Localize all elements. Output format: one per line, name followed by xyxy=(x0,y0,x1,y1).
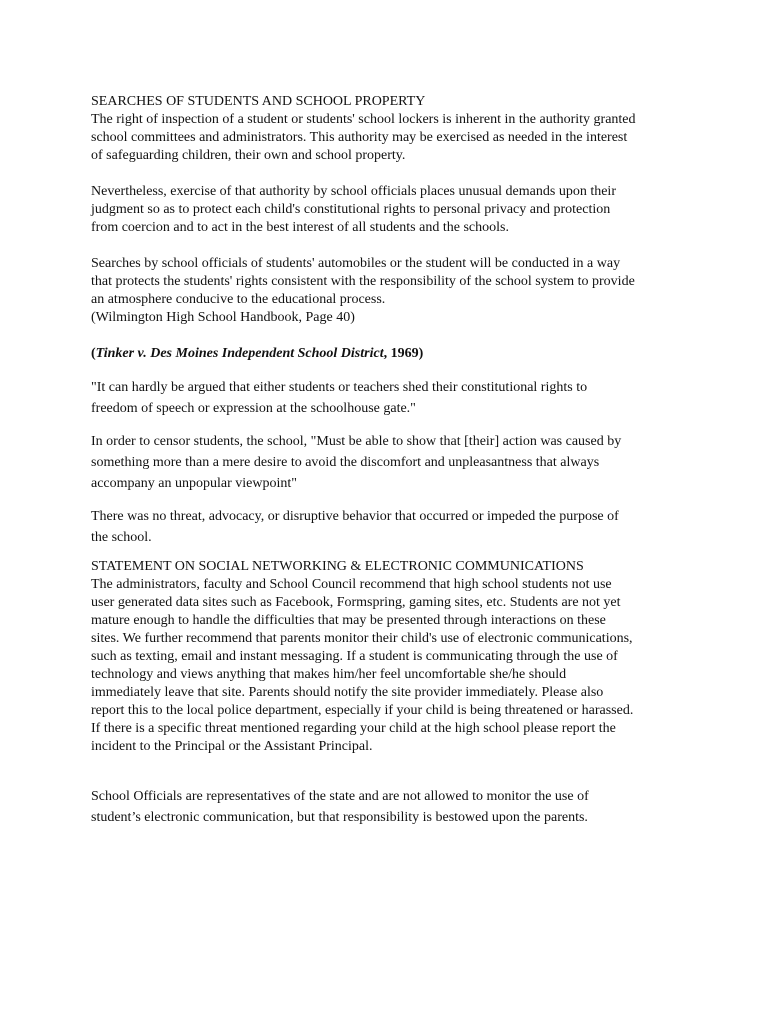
social-line: immediately leave that site. Parents should notify the site provider immediately. Please also xyxy=(91,685,604,700)
officials-line: School Officials are representatives of the state and are not allowed to monitor the use of xyxy=(91,789,589,804)
social-line: user generated data sites such as Facebook, Formspring, gaming sites, etc. Students are not yet xyxy=(91,595,621,610)
tinker-quote xyxy=(91,377,691,419)
document-page xyxy=(91,93,691,828)
social-line: If there is a specific threat mentioned regarding your child at the high school please report the xyxy=(91,721,616,736)
tinker-quote-line: freedom of speech or expression at the schoolhouse gate." xyxy=(91,401,416,416)
searches-p2 xyxy=(91,183,691,237)
social-line: report this to the local police department, especially if your child is being threatened or harassed. xyxy=(91,703,634,718)
censor-line: In order to censor students, the school, "Must be able to show that [their] action was caused by xyxy=(91,434,622,449)
social-line: sites. We further recommend that parents monitor their child's use of electronic communications, xyxy=(91,631,633,646)
social-line: incident to the Principal or the Assistant Principal. xyxy=(91,739,373,754)
social-line: The administrators, faculty and School Council recommend that high school students not use xyxy=(91,577,612,592)
officials-paragraph xyxy=(91,786,691,828)
case-open-paren: ( xyxy=(91,346,96,361)
no-threat-line: There was no threat, advocacy, or disruptive behavior that occurred or impeded the purpose of xyxy=(91,509,619,524)
searches-p1-line: school committees and administrators. This authority may be exercised as needed in the interest xyxy=(91,130,628,145)
searches-section xyxy=(91,93,691,165)
searches-p3-line: that protects the students' rights consistent with the responsibility of the school system to provide xyxy=(91,274,635,289)
searches-p3-line: an atmosphere conducive to the educational process. xyxy=(91,292,386,307)
censor-line: something more than a mere desire to avoid the discomfort and unpleasantness that always xyxy=(91,455,600,470)
handbook-citation: (Wilmington High School Handbook, Page 40) xyxy=(91,310,355,325)
social-line: technology and views anything that makes him/her feel uncomfortable she/he should xyxy=(91,667,567,682)
no-threat-paragraph xyxy=(91,506,691,548)
case-year: , 1969) xyxy=(383,346,424,361)
censor-paragraph xyxy=(91,431,691,494)
searches-p3 xyxy=(91,255,691,327)
social-line: such as texting, email and instant messaging. If a student is communicating through the use of xyxy=(91,649,618,664)
searches-p2-line: from coercion and to act in the best interest of all students and the schools. xyxy=(91,220,509,235)
searches-p2-line: Nevertheless, exercise of that authority by school officials places unusual demands upon their xyxy=(91,184,616,199)
tinker-quote-line: "It can hardly be argued that either students or teachers shed their constitutional rights to xyxy=(91,380,588,395)
social-section xyxy=(91,558,691,756)
searches-p1-line: of safeguarding children, their own and school property. xyxy=(91,148,406,163)
case-name: Tinker v. Des Moines Independent School District xyxy=(95,346,384,361)
searches-p1-line: The right of inspection of a student or students' school lockers is inherent in the authority granted xyxy=(91,112,636,127)
officials-line: student’s electronic communication, but that responsibility is bestowed upon the parents. xyxy=(91,810,588,825)
searches-p2-line: judgment so as to protect each child's constitutional rights to personal privacy and protection xyxy=(91,202,611,217)
case-citation xyxy=(91,345,691,363)
social-line: mature enough to handle the difficulties that may be presented through interactions on these xyxy=(91,613,606,628)
no-threat-line: the school. xyxy=(91,530,152,545)
social-heading: STATEMENT ON SOCIAL NETWORKING & ELECTRONIC COMMUNICATIONS xyxy=(91,559,584,574)
searches-heading: SEARCHES OF STUDENTS AND SCHOOL PROPERTY xyxy=(91,94,426,109)
censor-line: accompany an unpopular viewpoint" xyxy=(91,476,297,491)
searches-p3-line: Searches by school officials of students' automobiles or the student will be conducted in a way xyxy=(91,256,621,271)
